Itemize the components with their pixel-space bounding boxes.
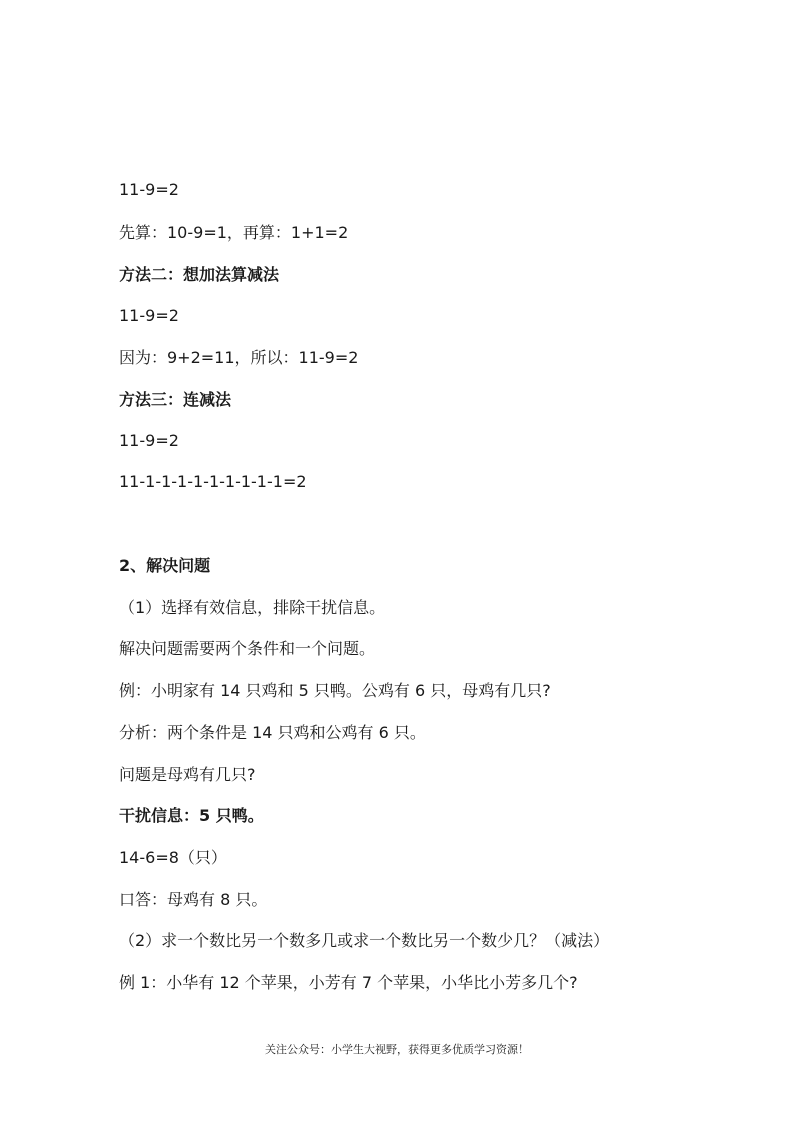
text-line-5: 因为：9+2=11，所以：11-9=2 <box>119 348 359 367</box>
text-line-4: 11-9=2 <box>119 306 179 325</box>
distractor-info: 干扰信息：5 只鸭。 <box>119 806 264 825</box>
question-line: 问题是母鸡有几只? <box>119 765 256 784</box>
analysis-line: 分析：两个条件是 14 只鸡和公鸡有 6 只。 <box>119 723 426 742</box>
text-line-11: 解决问题需要两个条件和一个问题。 <box>119 639 376 658</box>
heading-method-two: 方法二：想加法算减法 <box>119 265 280 284</box>
text-line-8: 11-1-1-1-1-1-1-1-1-1=2 <box>119 472 307 491</box>
subheading-1: （1）选择有效信息，排除干扰信息。 <box>119 598 386 617</box>
example-1-line: 例 1：小华有 12 个苹果，小芳有 7 个苹果，小华比小芳多几个? <box>119 973 578 992</box>
heading-solve-problems: 2、解决问题 <box>119 556 211 575</box>
text-line-1: 11-9=2 <box>119 180 179 199</box>
page-footer: 关注公众号：小学生大视野，获得更多优质学习资源！ <box>265 1043 529 1056</box>
answer-line: 口答：母鸡有 8 只。 <box>119 890 268 909</box>
subheading-2: （2）求一个数比另一个数多几或求一个数比另一个数少几？（减法） <box>119 931 610 950</box>
heading-method-three: 方法三：连减法 <box>119 390 232 409</box>
text-line-7: 11-9=2 <box>119 431 179 450</box>
equation-line: 14-6=8（只） <box>119 848 227 867</box>
example-line: 例：小明家有 14 只鸡和 5 只鸭。公鸡有 6 只，母鸡有几只? <box>119 681 551 700</box>
text-line-2: 先算：10-9=1，再算：1+1=2 <box>119 223 349 242</box>
